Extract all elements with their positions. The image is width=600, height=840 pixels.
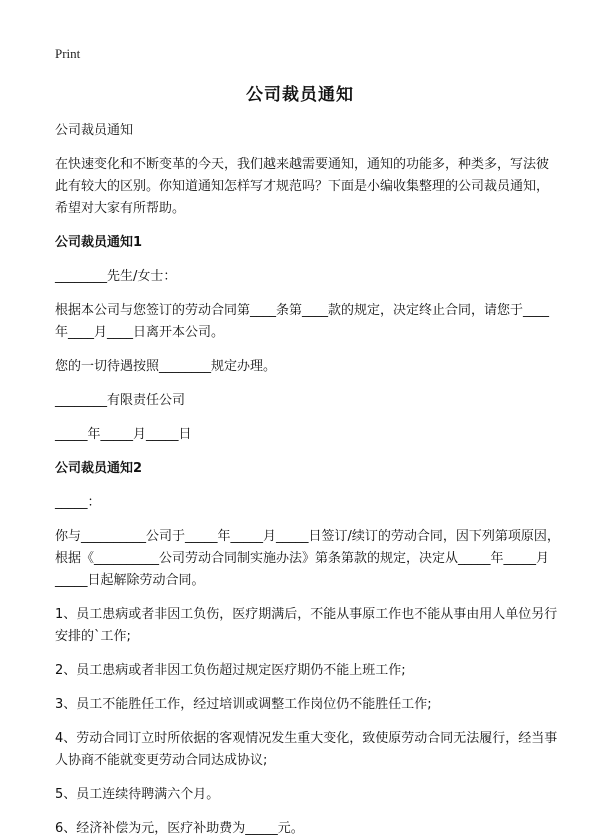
notice2-paragraph-1: 你与__________公司于_____年_____月_____日签订/续订的劳动合同，因下列第项原因，根据《__________公司劳动合同制实施办法》第条第款的规定，决定从_____年_____月_____日起解除劳动合同。 [55, 529, 560, 588]
notice2-item-4: 4、劳动合同订立时所依据的客观情况发生重大变化，致使原劳动合同无法履行，经当事人协商不能就变更劳动合同达成协议; [55, 731, 558, 768]
notice1-paragraph-2: 您的一切待遇按照________规定办理。 [55, 359, 277, 374]
intro-subtitle: 公司裁员通知 [55, 123, 134, 138]
page-title: 公司裁员通知 [246, 85, 354, 105]
notice1-heading: 公司裁员通知1 [55, 235, 143, 250]
print-link[interactable]: Print [55, 46, 81, 61]
notice2-item-6: 6、经济补偿为元，医疗补助费为_____元。 [55, 821, 304, 836]
intro-paragraph: 在快速变化和不断变革的今天，我们越来越需要通知，通知的功能多，种类多，写法彼此有较大的区别。你知道通知怎样写才规范吗？下面是小编收集整理的公司裁员通知，希望对大家有所帮助。 [55, 157, 550, 216]
notice2-item-1: 1、员工患病或者非因工负伤，医疗期满后，不能从事原工作也不能从事由用人单位另行安排的`工作; [55, 607, 558, 644]
notice2-heading: 公司裁员通知2 [55, 461, 143, 476]
notice1-date: _____年_____月_____日 [55, 427, 192, 442]
notice1-company: ________有限责任公司 [55, 393, 186, 408]
notice1-paragraph-1: 根据本公司与您签订的劳动合同第____条第____款的规定，决定终止合同，请您于____年____月____日离开本公司。 [55, 303, 550, 340]
article-body [55, 120, 560, 840]
notice2-item-5: 5、员工连续待聘满六个月。 [55, 787, 220, 802]
notice1-salutation: ________先生/女士： [55, 269, 177, 284]
notice2-item-2: 2、员工患病或者非因工负伤超过规定医疗期仍不能上班工作; [55, 663, 406, 678]
notice2-salutation: _____： [55, 495, 101, 510]
notice2-item-3: 3、员工不能胜任工作，经过培训或调整工作岗位仍不能胜任工作; [55, 697, 432, 712]
